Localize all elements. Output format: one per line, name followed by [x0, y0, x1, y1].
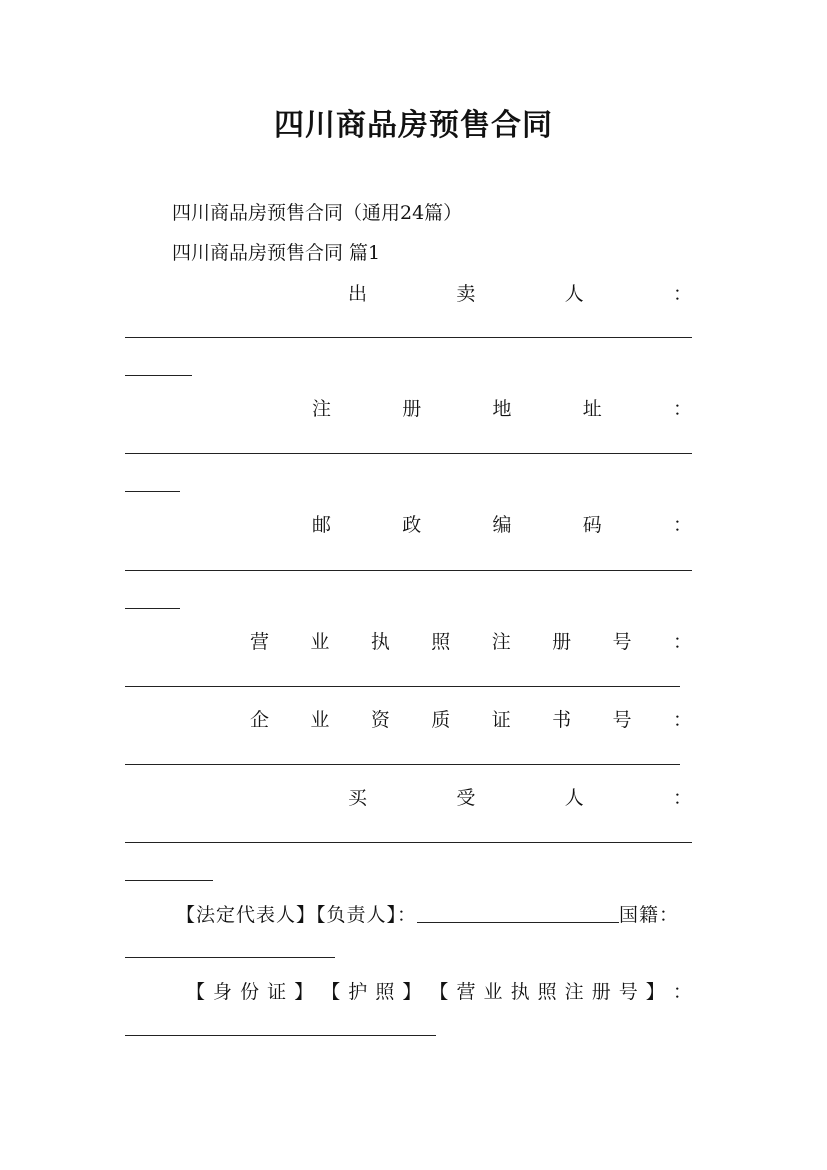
- seller-address-blank[interactable]: [125, 453, 692, 454]
- seller-qualification-label: 企 业 资 质 证 书 号 ：: [250, 709, 692, 731]
- seller-name-blank[interactable]: [125, 337, 692, 338]
- seller-license-label: 营 业 执 照 注 册 号 ：: [250, 631, 692, 653]
- buyer-label: 买 受 人 ：: [348, 787, 692, 809]
- buyer-id-blank[interactable]: [125, 1035, 436, 1036]
- buyer-nationality-label: 国籍：: [619, 904, 680, 926]
- buyer-name-blank[interactable]: [125, 842, 692, 843]
- seller-address-blank-cont[interactable]: [125, 491, 180, 492]
- buyer-representative-row: [176, 900, 679, 927]
- buyer-name-blank-cont[interactable]: [125, 880, 213, 881]
- seller-postcode-blank[interactable]: [125, 570, 692, 571]
- seller-license-blank[interactable]: [125, 686, 680, 687]
- buyer-representative-blank[interactable]: [417, 921, 619, 923]
- seller-name-blank-cont[interactable]: [125, 375, 192, 376]
- buyer-representative-label: 【法定代表人】【负责人】：: [176, 904, 418, 926]
- seller-postcode-label: 邮 政 编 码 ：: [312, 514, 692, 536]
- buyer-id-label: 【 身 份 证 】 【 护 照 】 【 营 业 执 照 注 册 号 】 ：: [186, 981, 692, 1003]
- seller-postcode-blank-cont[interactable]: [125, 608, 180, 609]
- document-title: 四川商品房预售合同: [274, 108, 553, 143]
- buyer-nationality-blank[interactable]: [125, 957, 335, 958]
- seller-label: 出 卖 人 ：: [348, 283, 692, 305]
- seller-qualification-blank[interactable]: [125, 764, 680, 765]
- document-subtitle: 四川商品房预售合同（通用24篇）: [172, 202, 463, 224]
- seller-address-label: 注 册 地 址 ：: [312, 398, 692, 420]
- section-heading: 四川商品房预售合同 篇1: [172, 242, 381, 264]
